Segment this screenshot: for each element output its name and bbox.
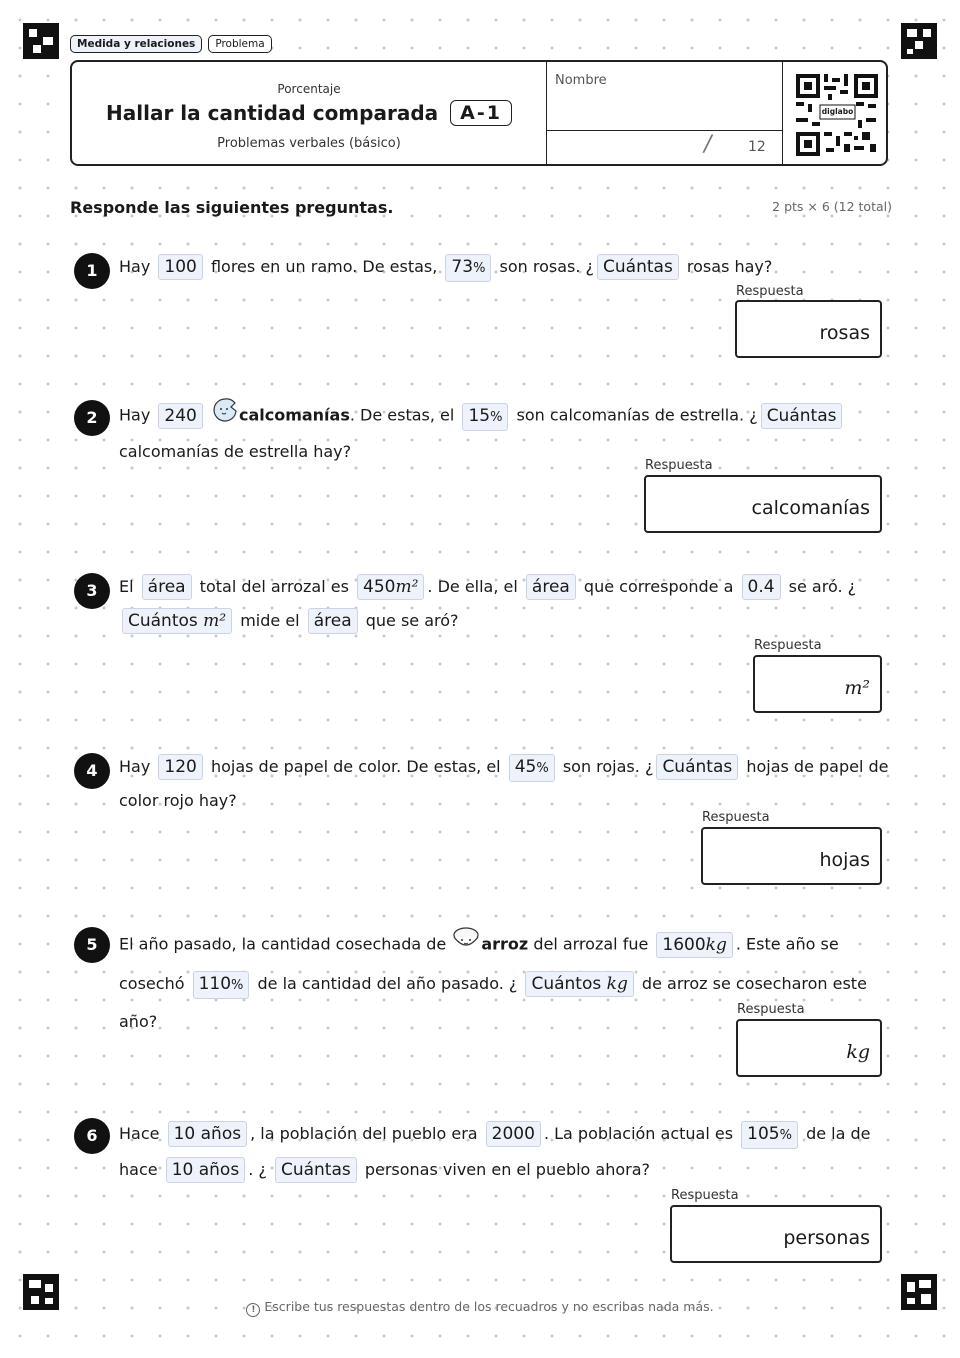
footer-text: Escribe tus respuestas dentro de los recuadros y no escribas nada más. xyxy=(264,1299,714,1314)
answer-unit: m² xyxy=(844,677,870,699)
question-text: El área total del arrozal es 450m² . De ella, el área que corresponde a 0.4 se aró. ¿ Cuántos m² mide el área que se aró? xyxy=(119,570,889,638)
tag-group xyxy=(70,35,272,53)
answer-box[interactable] xyxy=(701,827,882,885)
question-number: 1 xyxy=(74,253,110,289)
qr-caption: diglabo xyxy=(821,107,854,116)
given-percent: 105% xyxy=(741,1121,798,1149)
instructions: Responde las siguientes preguntas. xyxy=(70,198,394,217)
question-number: 3 xyxy=(74,573,110,609)
answer-box[interactable] xyxy=(644,475,882,533)
question-number: 6 xyxy=(74,1118,110,1154)
max-score: 12 xyxy=(748,139,766,155)
given-percent: 15% xyxy=(462,403,508,431)
points-summary: 2 pts × 6 (12 total) xyxy=(772,199,892,214)
given-number: 240 xyxy=(158,403,202,429)
keyword: calcomanías xyxy=(238,405,350,425)
worksheet-code: A-1 xyxy=(450,100,512,126)
question-word: Cuántas xyxy=(597,254,679,280)
qr-code-icon xyxy=(796,74,878,156)
keyword-box: área xyxy=(526,574,576,600)
answer-unit: calcomanías xyxy=(751,497,870,519)
given-ratio: 0.4 xyxy=(742,574,781,600)
given-percent: 45% xyxy=(509,754,555,782)
answer-box[interactable] xyxy=(736,1019,882,1077)
corner-marker-top-left xyxy=(23,23,59,59)
given-number: 100 xyxy=(158,254,202,280)
question-word: Cuántas xyxy=(761,403,843,429)
question-text: El año pasado, la cantidad cosechada de arroz del arrozal fue 1600kg . Este año se cosechó 110% de la cantidad del año pasado. ¿ Cuántos kg de arroz se cosecharon este año? xyxy=(119,925,889,1041)
answer-label: Respuesta xyxy=(671,1188,739,1203)
answer-box[interactable] xyxy=(753,655,882,713)
given-area: 450m² xyxy=(357,574,424,600)
answer-label: Respuesta xyxy=(645,458,713,473)
corner-marker-top-right xyxy=(901,23,937,59)
title-row xyxy=(72,100,546,126)
name-field[interactable] xyxy=(546,62,783,131)
answer-unit: rosas xyxy=(819,322,870,344)
keyword-box: área xyxy=(142,574,192,600)
answer-label: Respuesta xyxy=(754,638,822,653)
name-label: Nombre xyxy=(555,73,607,88)
answer-label: Respuesta xyxy=(702,810,770,825)
question-word: Cuántas xyxy=(275,1157,357,1183)
given-mass: 1600kg xyxy=(656,932,732,958)
given-number: 2000 xyxy=(486,1121,541,1147)
keyword: arroz xyxy=(481,934,529,954)
question-word: Cuántas xyxy=(656,754,738,780)
footer-note xyxy=(0,1299,960,1317)
answer-label: Respuesta xyxy=(736,284,804,299)
answer-label: Respuesta xyxy=(737,1002,805,1017)
given-years: 10 años xyxy=(168,1121,248,1147)
rice-bowl-icon xyxy=(451,925,481,965)
given-percent: 110% xyxy=(193,971,250,999)
question-word: Cuántos m² xyxy=(122,608,232,634)
given-years: 10 años xyxy=(166,1157,246,1183)
answer-unit: kg xyxy=(846,1041,870,1063)
keyword-box: área xyxy=(308,608,358,634)
answer-box[interactable] xyxy=(735,300,882,358)
subject-label: Porcentaje xyxy=(277,82,341,96)
type-tag: Problema xyxy=(208,35,271,53)
answer-unit: personas xyxy=(783,1227,870,1249)
question-number: 4 xyxy=(74,753,110,789)
question-number: 5 xyxy=(74,927,110,963)
given-percent: 73% xyxy=(445,254,491,282)
question-number: 2 xyxy=(74,400,110,436)
question-text: Hay 120 hojas de papel de color. De estas, el 45% son rojas. ¿ Cuántas hojas de papel de color rojo hay? xyxy=(119,750,889,818)
question-text: Hay 240 calcomanías. De estas, el 15% son calcomanías de estrella. ¿ Cuántas calcomanías de estrella hay? xyxy=(119,397,889,469)
question-text: Hace 10 años , la población del pueblo era 2000 . La población actual es 105% de la de hace 10 años . ¿ Cuántas personas viven en el pueblo ahora? xyxy=(119,1116,889,1188)
answer-box[interactable] xyxy=(670,1205,882,1263)
warning-icon: ! xyxy=(246,1303,260,1317)
score-slash: / xyxy=(704,132,712,157)
sticker-icon xyxy=(211,397,239,435)
question-text: Hay 100 flores en un ramo. De estas, 73% son rosas. ¿ Cuántas rosas hay? xyxy=(119,250,889,284)
worksheet-title: Hallar la cantidad comparada xyxy=(106,101,439,125)
score-field[interactable] xyxy=(546,130,783,164)
category-tag: Medida y relaciones xyxy=(70,35,202,53)
given-number: 120 xyxy=(158,754,202,780)
question-word: Cuántos kg xyxy=(525,971,633,997)
title-block xyxy=(72,62,547,164)
worksheet-header xyxy=(70,60,888,166)
answer-unit: hojas xyxy=(819,849,870,871)
worksheet-subtitle: Problemas verbales (básico) xyxy=(217,136,401,151)
